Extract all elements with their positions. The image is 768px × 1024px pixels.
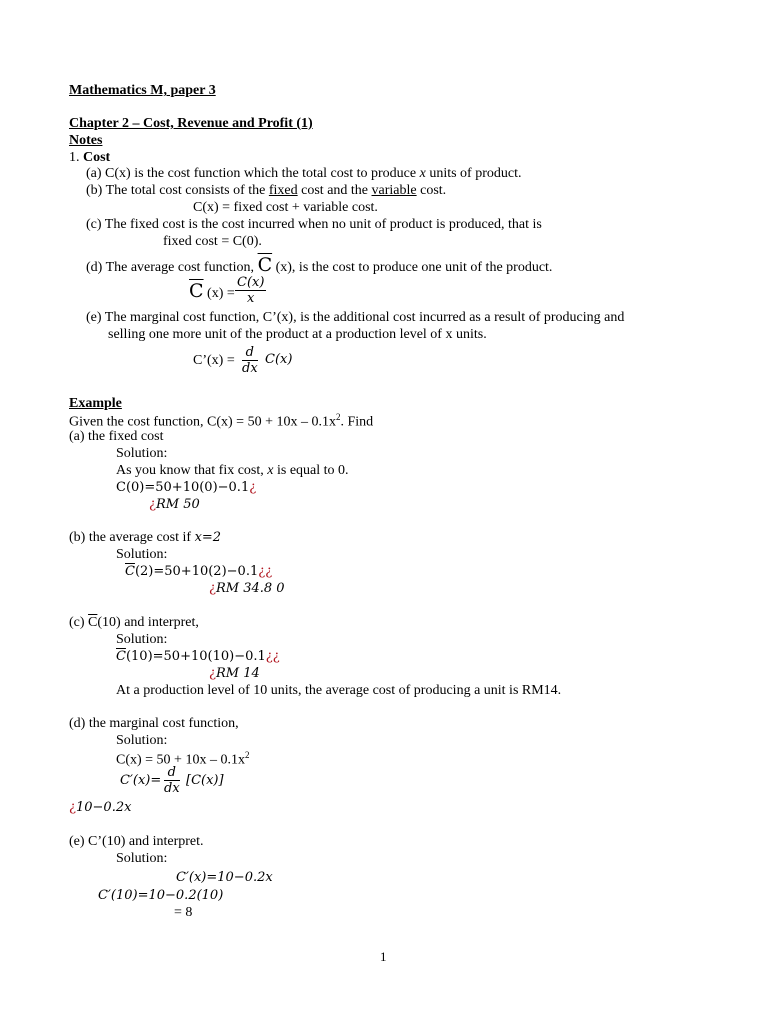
note-d-formula-cbar: $\overline{C}$ bbox=[189, 280, 204, 302]
solution-b-eq2-text: RM 34.8 0 bbox=[215, 581, 285, 596]
solution-e-eq1: C′(x)=10−0.2x bbox=[176, 870, 273, 885]
average-cost-symbol: $\overline{C}$ bbox=[116, 649, 126, 664]
average-cost-symbol: $\overline{C}$ bbox=[125, 564, 135, 579]
solution-a-eq1 bbox=[116, 481, 256, 494]
solution-label-e: Solution: bbox=[116, 851, 168, 866]
note-e-line2: selling one more unit of the product at a production level of x units. bbox=[108, 327, 487, 342]
question-c-pre: (c) bbox=[69, 615, 89, 630]
solution-e-eq3: = 8 bbox=[174, 905, 193, 920]
note-a-end: units of product. bbox=[425, 166, 522, 181]
note-e-fraction bbox=[242, 346, 258, 375]
note-d bbox=[86, 256, 552, 275]
solution-b-eq2 bbox=[209, 582, 285, 595]
note-b-pre: (b) The total cost consists of the bbox=[86, 183, 269, 198]
section-title: Cost bbox=[83, 150, 111, 165]
note-d-pre: (d) The average cost function, bbox=[86, 260, 258, 275]
solution-d-eq2 bbox=[69, 801, 131, 814]
solution-label-a: Solution: bbox=[116, 446, 168, 461]
chapter-title: Chapter 2 – Cost, Revenue and Profit (1) bbox=[69, 116, 313, 131]
note-c-formula: fixed cost = C(0). bbox=[163, 234, 262, 249]
note-d-formula-lhs-text: (x) = bbox=[203, 286, 235, 301]
solution-d-eq-rhs: [C(x)] bbox=[186, 773, 224, 788]
solution-a-text bbox=[116, 464, 349, 478]
question-d: (d) the marginal cost function, bbox=[69, 716, 239, 731]
question-c-post: (10) and interpret, bbox=[97, 615, 199, 630]
note-d-post: (x), is the cost to produce one unit of the product. bbox=[272, 260, 553, 275]
notes-heading: Notes bbox=[69, 133, 103, 148]
note-b-formula: C(x) = fixed cost + variable cost. bbox=[193, 200, 378, 215]
solution-label-d: Solution: bbox=[116, 733, 168, 748]
note-b-fixed: fixed bbox=[268, 183, 298, 198]
solution-d-text bbox=[116, 751, 249, 768]
section-number: 1. bbox=[69, 150, 83, 165]
question-b-pre: (b) the average cost if bbox=[69, 530, 195, 545]
note-e-line1: (e) The marginal cost function, C’(x), is the additional cost incurred as a result of producing and bbox=[86, 310, 625, 325]
render-error-glyph: ¿¿ bbox=[265, 649, 280, 664]
solution-c-eq2-text: RM 14 bbox=[215, 666, 260, 681]
note-e-numerator: d bbox=[245, 345, 254, 360]
solution-a-text-pre: As you know that fix cost, bbox=[116, 463, 268, 478]
question-a: (a) the fixed cost bbox=[69, 429, 164, 444]
note-b-end: cost. bbox=[416, 183, 447, 198]
render-error-glyph: ¿ bbox=[149, 497, 156, 512]
note-b-mid: cost and the bbox=[297, 183, 372, 198]
solution-c-eq1-text: (10)=50+10(10)−0.1 bbox=[125, 649, 266, 664]
solution-a-eq2 bbox=[149, 498, 200, 511]
question-c bbox=[69, 616, 199, 630]
question-b-cond: x=2 bbox=[194, 530, 222, 545]
note-d-numerator: C(x) bbox=[237, 275, 265, 290]
solution-a-eq2-text: RM 50 bbox=[155, 497, 200, 512]
example-intro bbox=[69, 413, 373, 430]
render-error-glyph: ¿ bbox=[249, 480, 257, 495]
solution-b-eq1-text: (2)=50+10(2)−0.1 bbox=[134, 564, 259, 579]
note-b-variable: variable bbox=[371, 183, 417, 198]
note-a-text: (a) C(x) is the cost function which the total cost to produce bbox=[86, 166, 420, 181]
solution-a-var: x bbox=[267, 463, 274, 478]
render-error-glyph: ¿¿ bbox=[258, 564, 273, 579]
section-heading bbox=[69, 151, 110, 165]
question-b bbox=[69, 531, 221, 545]
solution-d-eq2-text: 10−0.2x bbox=[75, 800, 132, 815]
render-error-glyph: ¿ bbox=[209, 666, 216, 681]
solution-d-numerator: d bbox=[167, 765, 176, 780]
question-e: (e) C’(10) and interpret. bbox=[69, 834, 204, 849]
document-title: Mathematics M, paper 3 bbox=[69, 83, 216, 98]
note-c: (c) The fixed cost is the cost incurred when no unit of product is produced, that is bbox=[86, 217, 542, 232]
note-d-formula-lhs bbox=[189, 282, 235, 301]
solution-d-text-pre: C(x) = 50 + 10x – 0.1x bbox=[116, 752, 245, 768]
example-intro-sup: 2 bbox=[335, 412, 341, 422]
solution-c-eq1 bbox=[116, 650, 280, 663]
solution-b-eq1 bbox=[125, 565, 272, 578]
solution-d-fraction bbox=[164, 766, 180, 795]
solution-d-sup: 2 bbox=[244, 750, 250, 760]
example-intro-pre: Given the cost function, C(x) = 50 + 10x – 0.1x bbox=[69, 414, 336, 430]
note-a bbox=[86, 167, 521, 181]
note-b bbox=[86, 184, 446, 198]
solution-c-eq2 bbox=[209, 667, 260, 680]
note-d-denominator: x bbox=[247, 291, 255, 306]
solution-label-b: Solution: bbox=[116, 547, 168, 562]
note-a-var: x bbox=[419, 166, 426, 181]
note-e-formula-lhs: C’(x) = bbox=[193, 353, 235, 368]
solution-d-denominator: dx bbox=[164, 781, 180, 796]
note-d-cbar: $\overline{C}$ bbox=[257, 254, 273, 276]
example-intro-post: . Find bbox=[340, 414, 374, 430]
example-heading: Example bbox=[69, 396, 122, 411]
render-error-glyph: ¿ bbox=[69, 800, 76, 815]
average-cost-symbol: $\overline{C}$ bbox=[88, 615, 98, 630]
solution-d-eq-lhs: C′(x)= bbox=[120, 773, 162, 788]
solution-a-text-end: is equal to 0. bbox=[273, 463, 349, 478]
render-error-glyph: ¿ bbox=[209, 581, 216, 596]
page-number: 1 bbox=[380, 949, 387, 964]
solution-e-eq2: C′(10)=10−0.2(10) bbox=[98, 888, 224, 903]
solution-a-eq1-text: C(0)=50+10(0)−0.1 bbox=[116, 480, 250, 495]
note-e-formula-rhs: C(x) bbox=[265, 352, 293, 367]
solution-c-interpretation: At a production level of 10 units, the average cost of producing a unit is RM14. bbox=[116, 683, 562, 698]
solution-label-c: Solution: bbox=[116, 632, 168, 647]
note-e-denominator: dx bbox=[242, 361, 258, 376]
note-d-fraction bbox=[235, 276, 266, 305]
